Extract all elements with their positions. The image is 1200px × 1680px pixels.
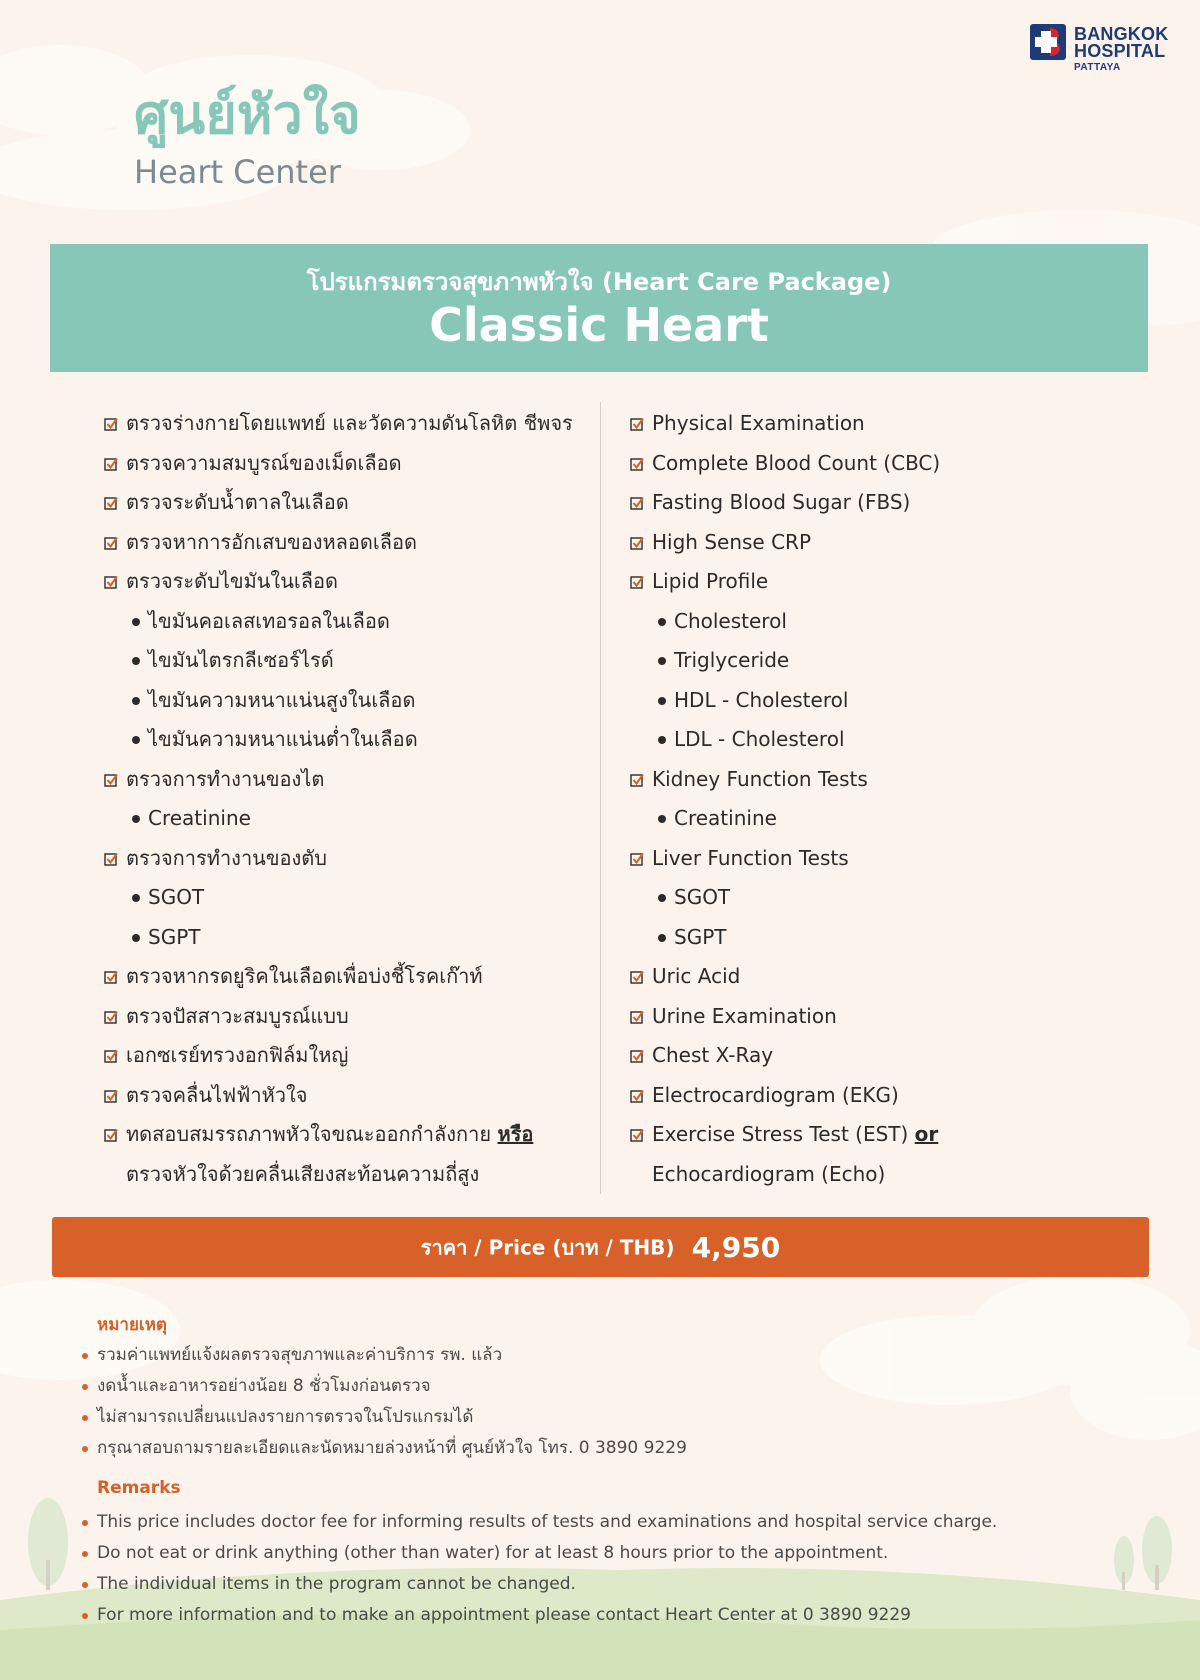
bullet-icon [82,1353,88,1359]
item-text: Kidney Function Tests [652,766,868,791]
logo-text-bangkok: BANGKOK [1074,24,1169,44]
bullet-icon [82,1551,88,1557]
item-text: ไขมันความหนาแน่นสูงในเลือด [148,687,416,712]
bullet-icon [82,1415,88,1421]
package-th-item [104,523,594,563]
item-text: ทดสอบสมรรถภาพหัวใจขณะออกกำลังกาย [126,1122,492,1146]
item-text: Liver Function Tests [652,845,849,870]
bullet-icon [82,1582,88,1588]
package-en-item [630,839,1150,879]
package-th-sub-item [104,641,594,681]
item-text: ตรวจคลื่นไฟฟ้าหัวใจ [126,1082,308,1107]
package-th-item [104,1115,594,1155]
item-text: Echocardiogram (Echo) [652,1161,886,1186]
package-en-sub-item [630,918,1150,958]
package-en-sub-item [630,799,1150,839]
package-th-sub-item [104,918,594,958]
item-text: เอกซเรย์ทรวงอกฟิล์มใหญ่ [126,1043,349,1067]
item-text: Chest X-Ray [652,1043,774,1067]
remark-text: This price includes doctor fee for informing results of tests and examinations and hospital service charge. [97,1512,998,1532]
package-th-item [104,957,594,997]
bullet-icon [658,657,666,665]
item-text: Urine Examination [652,1003,837,1028]
remark-item [82,1371,687,1402]
hospital-cross-icon [1030,24,1066,60]
package-th-item [104,760,594,800]
remark-item [82,1569,997,1600]
column-divider [600,402,601,1194]
package-en-sub-item [630,878,1150,918]
package-th-item [104,562,594,602]
checkbox-checked-icon [104,496,118,510]
checkbox-checked-icon [104,773,118,787]
package-en-item [630,444,1150,484]
package-en-item [630,957,1150,997]
package-th-sub-item [104,878,594,918]
item-text: Creatinine [674,806,777,830]
remark-text: The individual items in the program cannot be changed. [97,1574,576,1594]
package-en-item [630,562,1150,602]
package-th-sub-item [104,799,594,839]
logo-text-hospital: HOSPITAL [1074,41,1166,61]
item-text: Exercise Stress Test (EST) [652,1122,909,1146]
checkbox-checked-icon [104,417,118,431]
bullet-icon [82,1613,88,1619]
item-text: Cholesterol [674,608,787,633]
checkbox-checked-icon [630,1010,644,1024]
package-th-sub-item [104,720,594,760]
package-en-item [630,1155,1150,1195]
item-text: ไขมันความหนาแน่นต่ำในเลือด [148,727,418,751]
package-th-item [104,839,594,879]
bullet-icon [82,1446,88,1452]
remarks-title-thai: หมายเหตุ [97,1315,167,1335]
item-text: SGPT [148,924,201,949]
package-en-sub-item [630,641,1150,681]
package-th-item [104,483,594,523]
bullet-icon [658,736,666,744]
item-text: LDL - Cholesterol [674,727,845,751]
item-text: ไขมันไตรกลีเซอร์ไรด์ [148,648,334,672]
item-text: ตรวจร่างกายโดยแพทย์ และวัดความดันโลหิต ชีพจร [126,411,573,435]
checkbox-checked-icon [630,496,644,510]
remark-item [82,1402,687,1433]
bullet-icon [658,815,666,823]
remark-item [82,1433,687,1464]
item-text: SGOT [674,885,731,909]
bangkok-hospital-logo [1030,24,1180,76]
package-en-item [630,523,1150,563]
package-th-item [104,1076,594,1116]
package-en-sub-item [630,681,1150,721]
item-text: ไขมันคอเลสเทอรอลในเลือด [148,608,390,633]
remark-text: งดน้ำและอาหารอย่างน้อย 8 ชั่วโมงก่อนตรวจ [97,1376,431,1396]
package-subtitle: โปรแกรมตรวจสุขภาพหัวใจ (Heart Care Package) [306,268,892,296]
checkbox-checked-icon [104,457,118,471]
checkbox-checked-icon [630,417,644,431]
checkbox-checked-icon [104,970,118,984]
remark-text: Do not eat or drink anything (other than water) for at least 8 hours prior to the appointment. [97,1543,889,1563]
bullet-icon [82,1520,88,1526]
checkbox-checked-icon [104,1128,118,1142]
bullet-icon [658,697,666,705]
remarks-list-thai [82,1340,687,1464]
package-en-item [630,1076,1150,1116]
remarks-list-english [82,1507,997,1631]
checkbox-checked-icon [630,970,644,984]
item-list-thai [104,404,594,1194]
item-text: Uric Acid [652,964,741,988]
item-text: Fasting Blood Sugar (FBS) [652,490,911,514]
checkbox-checked-icon [630,575,644,589]
package-th-item [104,404,594,444]
item-text: ตรวจระดับไขมันในเลือด [126,569,338,593]
bullet-icon [132,697,140,705]
bullet-icon [132,618,140,626]
item-text: Triglyceride [674,648,790,672]
remark-item [82,1507,997,1538]
checkbox-checked-icon [104,1049,118,1063]
item-text: ตรวจความสมบูรณ์ของเม็ดเลือด [126,450,402,475]
remark-item [82,1538,997,1569]
package-title: Classic Heart [429,298,769,352]
package-en-item [630,1115,1150,1155]
checkbox-checked-icon [630,1049,644,1063]
item-text: Electrocardiogram (EKG) [652,1082,899,1107]
price-bar [52,1217,1149,1277]
checkbox-checked-icon [104,1010,118,1024]
item-text: SGPT [674,924,727,949]
package-en-sub-item [630,602,1150,642]
logo-text-branch: PATTAYA [1074,62,1121,73]
bullet-icon [132,815,140,823]
package-en-item [630,404,1150,444]
bullet-icon [132,894,140,902]
heart-center-title-english: Heart Center [134,153,341,191]
item-text: Complete Blood Count (CBC) [652,450,941,475]
item-text: ตรวจการทำงานของไต [126,766,325,791]
heart-center-title-thai: ศูนย์หัวใจ [134,83,361,146]
remark-item [82,1340,687,1371]
package-th-item [104,444,594,484]
item-text: ตรวจหากรดยูริคในเลือดเพื่อบ่งชี้โรคเก๊าท์ [126,964,483,988]
bullet-icon [658,618,666,626]
checkbox-checked-icon [104,575,118,589]
checkbox-checked-icon [630,536,644,550]
package-en-item [630,1036,1150,1076]
package-th-item [104,1155,594,1195]
package-en-sub-item [630,720,1150,760]
price-label: ราคา / Price (บาท / THB) [420,1235,675,1260]
item-text: ตรวจหัวใจด้วยคลื่นเสียงสะท้อนความถี่สูง [126,1161,480,1186]
checkbox-checked-icon [104,536,118,550]
item-text: High Sense CRP [652,529,812,554]
item-text: ตรวจปัสสาวะสมบูรณ์แบบ [126,1003,349,1028]
price-value: 4,950 [691,1230,781,1264]
item-emphasis: or [914,1122,939,1146]
package-en-item [630,760,1150,800]
package-th-sub-item [104,602,594,642]
bullet-icon [658,894,666,902]
item-text: ตรวจการทำงานของตับ [126,845,327,870]
checkbox-checked-icon [630,1089,644,1103]
remark-text: ไม่สามารถเปลี่ยนแปลงรายการตรวจในโปรแกรมได้ [97,1407,474,1427]
item-list-english [630,404,1150,1194]
bullet-icon [132,657,140,665]
package-banner [50,244,1148,372]
remark-text: For more information and to make an appointment please contact Heart Center at 0 3890 9229 [97,1605,911,1625]
item-text: Creatinine [148,806,251,830]
remark-item [82,1600,997,1631]
item-text: SGOT [148,885,205,909]
package-en-item [630,483,1150,523]
bullet-icon [132,934,140,942]
bullet-icon [658,934,666,942]
item-text: Physical Examination [652,411,865,435]
item-emphasis: หรือ [497,1122,534,1146]
bullet-icon [132,736,140,744]
checkbox-checked-icon [630,457,644,471]
item-text: Lipid Profile [652,569,769,593]
item-text: ตรวจหาการอักเสบของหลอดเลือด [126,529,418,554]
item-text: ตรวจระดับน้ำตาลในเลือด [126,490,349,514]
checkbox-checked-icon [630,773,644,787]
checkbox-checked-icon [104,852,118,866]
remark-text: รวมค่าแพทย์แจ้งผลตรวจสุขภาพและค่าบริการ รพ. แล้ว [97,1345,503,1365]
checkbox-checked-icon [630,1128,644,1142]
bullet-icon [82,1384,88,1390]
package-th-item [104,997,594,1037]
item-text: HDL - Cholesterol [674,687,849,712]
remark-text: กรุณาสอบถามรายละเอียดและนัดหมายล่วงหน้าที่ ศูนย์หัวใจ โทร. 0 3890 9229 [97,1438,687,1458]
checkbox-checked-icon [630,852,644,866]
package-en-item [630,997,1150,1037]
package-th-item [104,1036,594,1076]
package-th-sub-item [104,681,594,721]
remarks-title-english: Remarks [97,1478,181,1498]
checkbox-checked-icon [104,1089,118,1103]
